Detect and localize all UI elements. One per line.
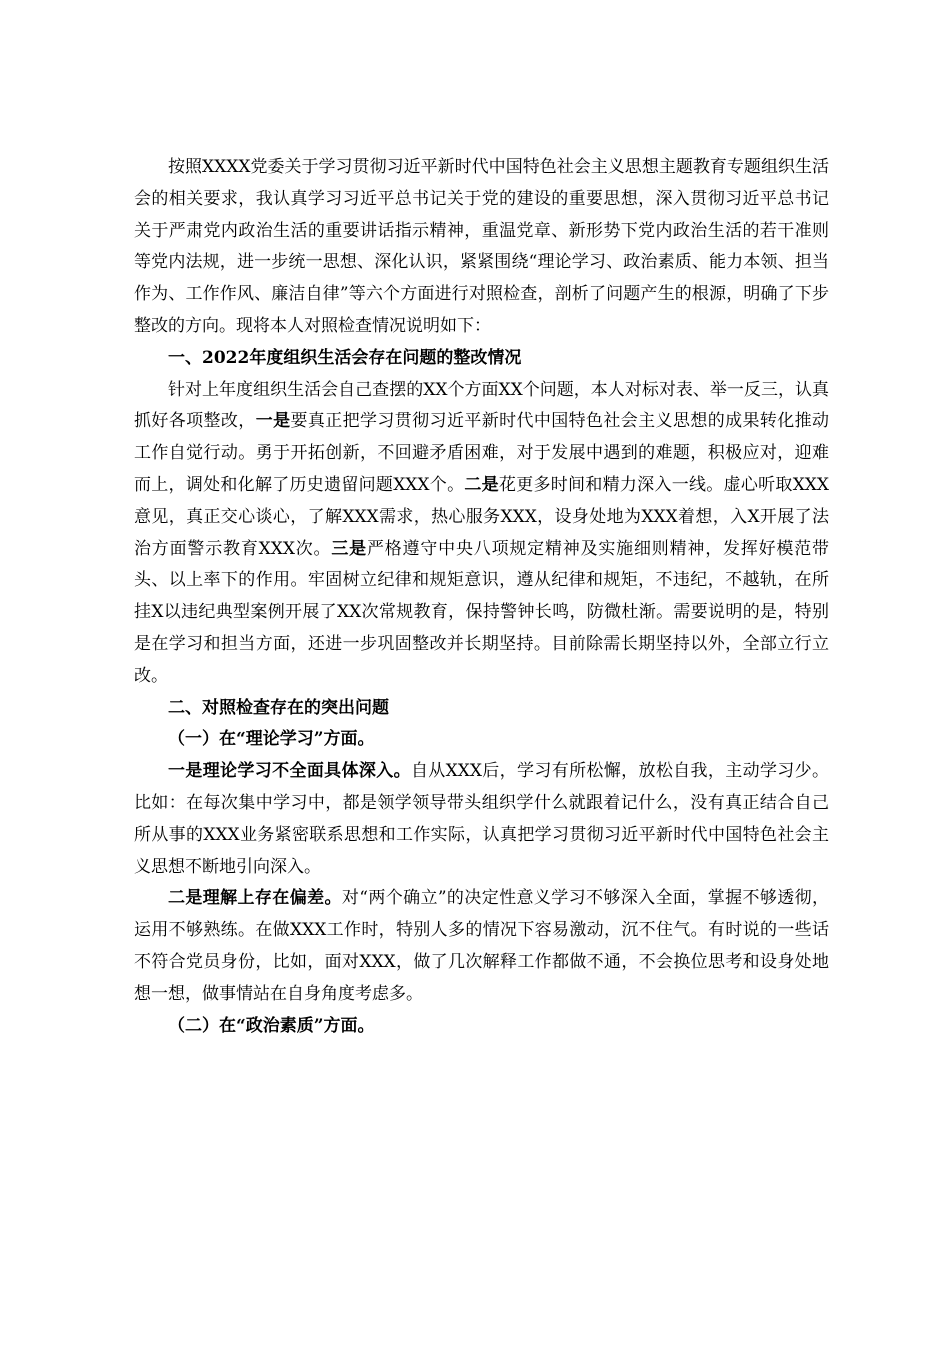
point-two-text: 花更多时间和精力深入一线。虚心听取XXX意见，真正交心谈心，了解XXX需求，热心服务XXX，设身处地为XXX着想，入X开展了法治方面警示教育XXX次。 [134, 474, 829, 559]
theory-problem-two-paragraph [134, 883, 829, 1010]
section-heading-rectification: 一、2022年度组织生活会存在问题的整改情况 [168, 347, 522, 368]
point-three-lead: 三是 [331, 538, 367, 559]
subheading-theory-study: （一）在“理论学习”方面。 [168, 729, 375, 750]
rectification-paragraph [134, 375, 829, 693]
subheading-political-quality: （二）在“政治素质”方面。 [168, 1015, 375, 1036]
point-one-text: 要真正把学习贯彻习近平新时代中国特色社会主义思想的成果转化推动工作自觉行动。勇于开拓创新，不回避矛盾困难，对于发展中遇到的难题，积极应对，迎难而上，调处和化解了历史遗留问题XXX个。 [134, 411, 830, 495]
section-heading-problems: 二、对照检查存在的突出问题 [168, 697, 389, 718]
rectification-intro-text: 针对上年度组织生活会自己查摆的XX个方面XX个问题，本人对标对表、举一反三，认真抓好各项整改， [134, 379, 829, 432]
theory-problem-one-paragraph [134, 756, 829, 883]
point-two-lead: 二是 [464, 474, 499, 495]
theory-problem-one-lead: 一是理论学习不全面具体深入。 [168, 761, 411, 782]
theory-problem-one-text: 自从XXX后，学习有所松懈，放松自我，主动学习少。比如：在每次集中学习中，都是领学领导带头组织学什么就跟着记什么，没有真正结合自己所从事的XXX业务紧密联系思想和工作实际，认真把学习贯彻习近平新时代中国特色社会主义思想不断地引向深入。 [134, 761, 829, 877]
point-one-lead: 一是 [255, 411, 291, 432]
theory-problem-two-lead: 二是理解上存在偏差。 [168, 888, 342, 909]
document-page [134, 152, 829, 1042]
theory-problem-two-text: 对“两个确立”的决定性意义学习不够深入全面，掌握不够透彻，运用不够熟练。在做XXX工作时，特别人多的情况下容易激动，沉不住气。有时说的一些话不符合党员身份，比如，面对XXX，做了几次解释工作都做不通，不会换位思考和设身处地想一想，做事情站在自身角度考虑多。 [134, 888, 830, 1004]
intro-paragraph: 按照XXXX党委关于学习贯彻习近平新时代中国特色社会主义思想主题教育专题组织生活会的相关要求，我认真学习习近平总书记关于党的建设的重要思想，深入贯彻习近平总书记关于严肃党内政治生活的重要讲话指示精神，重温党章、新形势下党内政治生活的若干准则等党内法规，进一步统一思想、深化认识，紧紧围绕“理论学习、政治素质、能力本领、担当作为、工作作风、廉洁自律”等六个方面进行对照检查，剖析了问题产生的根源，明确了下步整改的方向。现将本人对照检查情况说明如下： [134, 157, 829, 336]
point-three-text: 严格遵守中央八项规定精神及实施细则精神，发挥好模范带头、以上率下的作用。牢固树立纪律和规矩意识，遵从纪律和规矩，不违纪，不越轨，在所挂X以违纪典型案例开展了XX次常规教育，保持警钟长鸣，防微杜渐。需要说明的是，特别是在学习和担当方面，还进一步巩固整改并长期坚持。目前除需长期坚持以外，全部立行立改。 [134, 538, 830, 686]
